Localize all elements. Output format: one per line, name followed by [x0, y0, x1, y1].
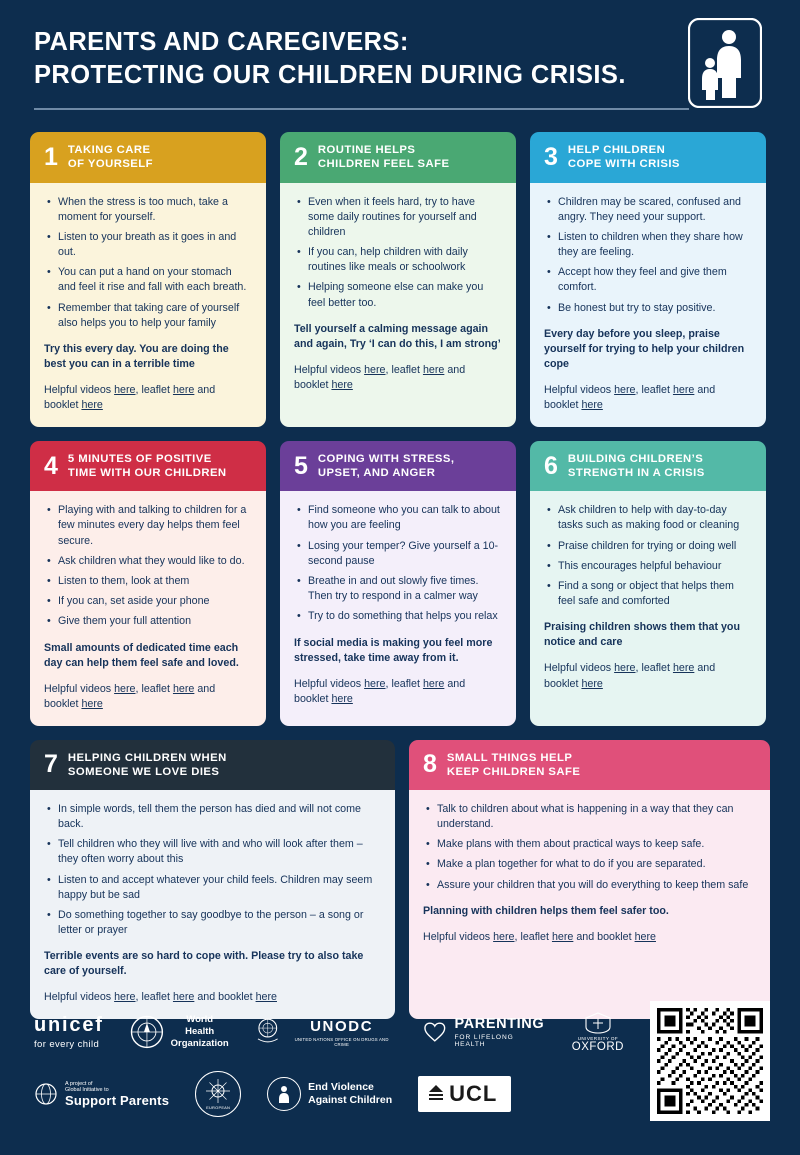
who-logo-text: World Health Organization [170, 1014, 229, 1049]
list-item: • Remember that taking care of yourself also helps you to help your family [58, 301, 252, 331]
list-item: • Find someone who you can talk to about how you are feeling [308, 503, 502, 533]
tip-card-3-bullets [544, 195, 752, 316]
list-item: • Praise children for trying or doing well [558, 539, 752, 554]
tip-card-5-header [280, 441, 516, 491]
qr-code-image [657, 1008, 763, 1114]
tip-card-5-number: 5 [294, 451, 308, 480]
tip-card-7-bullets [44, 802, 381, 939]
tip-card-4 [30, 441, 266, 726]
header-divider [34, 108, 689, 110]
leaflet-link[interactable]: here [422, 363, 445, 376]
tip-card-3 [530, 132, 766, 427]
leaflet-link[interactable]: here [422, 677, 445, 690]
eurican-logo [195, 1071, 241, 1117]
tip-card-1-header [30, 132, 266, 182]
tip-card-4-emphasis: Small amounts of dedicated time each day can help them feel safe and loved. [44, 641, 239, 669]
list-item: • Talk to children about what is happening in a way that they can understand. [437, 802, 756, 832]
list-item: • Breathe in and out slowly five times. Then try to respond in a calmer way [308, 574, 502, 604]
logo-rows [34, 1001, 624, 1125]
list-item: • Accept how they feel and give them comfort. [558, 265, 752, 295]
who-emblem-icon [130, 1015, 164, 1049]
tip-card-1-title: TAKING CARE OF YOURSELF [67, 144, 153, 171]
list-item: • Make a plan together for what to do if you are separated. [437, 857, 756, 872]
tip-card-8-body [409, 790, 770, 1019]
tip-card-7-body [30, 790, 395, 1019]
tip-card-6-body [530, 491, 766, 725]
tip-card-4-number: 4 [44, 451, 58, 480]
list-item: • Playing with and talking to children for a few minutes every day helps them feel secure. [58, 503, 252, 549]
list-item: • Tell children who they will live with and who will look after them – they often worry about this [58, 837, 381, 867]
list-item: • Try to do something that helps you relax [308, 609, 502, 624]
tip-card-7-title: HELPING CHILDREN WHEN SOMEONE WE LOVE DIES [67, 751, 227, 778]
oxford-logo: UNIVERSITY OF OXFORD [572, 1012, 624, 1053]
tip-card-1-links: Helpful videos here, leaflet here and booklet here [44, 383, 216, 412]
who-logo [130, 1014, 229, 1050]
tip-card-6-number: 6 [544, 451, 558, 480]
tip-card-2 [280, 132, 516, 427]
tip-card-3-links: Helpful videos here, leaflet here and booklet here [544, 383, 716, 412]
tip-card-7-header [30, 740, 395, 790]
qr-code[interactable] [650, 1001, 770, 1121]
tip-card-3-number: 3 [544, 142, 558, 171]
list-item: • Find a song or object that helps them feel safe and comforted [558, 579, 752, 609]
list-item: • Do something together to say goodbye to the person – a song or letter or prayer [58, 908, 381, 938]
un-emblem-icon [255, 1017, 281, 1047]
title-line-2: PROTECTING OUR CHILDREN DURING CRISIS. [34, 61, 626, 90]
tip-card-7-links: Helpful videos here, leaflet here and booklet here [44, 991, 277, 1004]
tip-card-7-emphasis: Terrible events are so hard to cope with. Please try to also take care of yourself. [44, 950, 364, 978]
videos-link[interactable]: here [114, 383, 136, 396]
tip-card-1-number: 1 [44, 142, 58, 171]
tip-card-1-bullets [44, 195, 252, 332]
list-item: • In simple words, tell them the person has died and will not come back. [58, 802, 381, 832]
heart-hands-icon [422, 1019, 448, 1045]
evac-logo-text: End Violence Against Children [308, 1081, 393, 1106]
list-item: • Listen to them, look at them [58, 574, 252, 589]
tip-card-5-title: COPING WITH STRESS, UPSET, AND ANGER [317, 453, 455, 480]
tip-card-4-bullets [44, 503, 252, 629]
list-item: • Helping someone else can make you feel better too. [308, 280, 502, 310]
globe-icon [34, 1081, 58, 1107]
list-item: • Listen to your breath as it goes in and out. [58, 230, 252, 260]
list-item: • Make plans with them about practical ways to keep safe. [437, 837, 756, 852]
footer-logos [30, 1001, 770, 1133]
evac-mark-icon [267, 1077, 301, 1111]
poster-header [0, 0, 800, 110]
tip-card-2-emphasis: Tell yourself a calming message again and again, Try ‘I can do this, I am strong’ [294, 322, 501, 350]
list-item: • If you can, help children with daily routines like meals or schoolwork [308, 245, 502, 275]
list-item: • This encourages helpful behaviour [558, 559, 752, 574]
tip-card-2-header [280, 132, 516, 182]
tip-card-3-header [530, 132, 766, 182]
list-item: • Assure your children that you will do everything to keep them safe [437, 878, 756, 893]
leaflet-link[interactable]: here [172, 383, 195, 396]
tip-card-1-emphasis: Try this every day. You are doing the best you can in a terrible time [44, 343, 229, 370]
tip-card-5-links: Helpful videos here, leaflet here and booklet here [294, 677, 466, 706]
tip-card-8-header [409, 740, 770, 790]
page-title [34, 26, 674, 92]
booklet-link[interactable]: here [634, 930, 656, 943]
global-initiative-support-parents-logo: A project of Global Initiative to Support Parents [34, 1081, 169, 1108]
oxford-crest-icon [583, 1012, 613, 1034]
booklet-link[interactable]: here [331, 693, 353, 706]
videos-link[interactable]: here [364, 677, 386, 690]
videos-link[interactable]: here [614, 662, 636, 675]
tip-card-8-number: 8 [423, 750, 437, 779]
tip-card-4-links: Helpful videos here, leaflet here and booklet here [44, 682, 216, 711]
tip-card-4-body [30, 491, 266, 725]
tip-card-7 [30, 740, 395, 1019]
tip-card-8-emphasis: Planning with children helps them feel safer too. [423, 904, 669, 917]
tip-card-8-title: SMALL THINGS HELP KEEP CHILDREN SAFE [446, 751, 581, 778]
tip-card-6-header [530, 441, 766, 491]
child-figure-icon [273, 1083, 295, 1105]
list-item: • Losing your temper? Give yourself a 10-second pause [308, 539, 502, 569]
list-item: • You can put a hand on your stomach and feel it rise and fall with each breath. [58, 265, 252, 295]
title-line-1: PARENTS AND CAREGIVERS: [34, 28, 409, 56]
videos-link[interactable]: here [493, 930, 515, 943]
leaflet-link[interactable]: here [551, 930, 574, 943]
tip-card-3-body [530, 183, 766, 428]
ucl-mark-icon [428, 1084, 444, 1104]
tip-card-5-bullets [294, 503, 502, 624]
list-item: • If you can, set aside your phone [58, 594, 252, 609]
tip-card-5-emphasis: If social media is making you feel more stressed, take time away from it. [294, 636, 493, 664]
tip-card-6-title: BUILDING CHILDREN’S STRENGTH IN A CRISIS [567, 453, 705, 480]
booklet-link[interactable]: here [581, 399, 603, 412]
leaflet-link[interactable]: here [172, 682, 195, 695]
tip-card-5 [280, 441, 516, 726]
tip-card-4-title: 5 MINUTES OF POSITIVE TIME WITH OUR CHILDREN [67, 453, 227, 480]
logo-row-1 [34, 1001, 624, 1063]
starburst-icon [205, 1078, 231, 1104]
booklet-link[interactable]: here [331, 379, 353, 392]
list-item: • Be honest but try to stay positive. [558, 301, 752, 316]
parenting-lifelong-health-logo: PARENTING FOR LIFELONG HEALTH [422, 1016, 546, 1048]
leaflet-link[interactable]: here [672, 662, 695, 675]
tip-card-3-emphasis: Every day before you sleep, praise yourself for trying to help your children cope [544, 327, 745, 370]
logo-row-2 [34, 1063, 624, 1125]
booklet-link[interactable]: here [255, 991, 277, 1004]
ucl-logo: UCL [418, 1076, 511, 1112]
list-item: • Ask children to help with day-to-day tasks such as making food or cleaning [558, 503, 752, 533]
videos-link[interactable]: here [114, 991, 136, 1004]
tip-card-4-header [30, 441, 266, 491]
family-parent-child-icon [688, 18, 762, 108]
list-item: • Children may be scared, confused and angry. They need your support. [558, 195, 752, 225]
tip-card-7-number: 7 [44, 750, 58, 779]
eurican-badge-icon: EUROPEAN [195, 1071, 241, 1117]
tip-card-2-bullets [294, 195, 502, 311]
tip-card-1-body [30, 183, 266, 428]
tip-card-5-body [280, 491, 516, 725]
tip-card-8-bullets [423, 802, 756, 893]
tip-card-1 [30, 132, 266, 427]
tip-card-2-title: ROUTINE HELPS CHILDREN FEEL SAFE [317, 144, 450, 171]
tip-card-6-bullets [544, 503, 752, 609]
booklet-link[interactable]: here [81, 399, 103, 412]
tip-card-6 [530, 441, 766, 726]
list-item: • Give them your full attention [58, 614, 252, 629]
unodc-logo: UNODC UNITED NATIONS OFFICE ON DRUGS AND CRIME [255, 1017, 396, 1047]
tip-card-3-title: HELP CHILDREN COPE WITH CRISIS [567, 144, 680, 171]
tip-card-8-links: Helpful videos here, leaflet here and booklet here [423, 930, 656, 943]
videos-link[interactable]: here [364, 363, 386, 376]
videos-link[interactable]: here [614, 383, 636, 396]
list-item: • Even when it feels hard, try to have some daily routines for yourself and children [308, 195, 502, 241]
videos-link[interactable]: here [114, 682, 136, 695]
tip-card-8 [409, 740, 770, 1019]
unicef-logo: unicef for every child [34, 1014, 104, 1050]
tip-card-2-links: Helpful videos here, leaflet here and booklet here [294, 363, 466, 392]
list-item: • Ask children what they would like to do. [58, 554, 252, 569]
list-item: • Listen to children when they share how they are feeling. [558, 230, 752, 260]
booklet-link[interactable]: here [81, 698, 103, 711]
leaflet-link[interactable]: here [672, 383, 695, 396]
tip-card-2-body [280, 183, 516, 428]
booklet-link[interactable]: here [581, 677, 603, 690]
end-violence-against-children-logo [267, 1077, 392, 1111]
list-item: • Listen to and accept whatever your child feels. Children may seem happy but be sad [58, 873, 381, 903]
tip-card-2-number: 2 [294, 142, 308, 171]
list-item: • When the stress is too much, take a moment for yourself. [58, 195, 252, 225]
tip-card-6-emphasis: Praising children shows them that you notice and care [544, 621, 740, 649]
leaflet-link[interactable]: here [172, 991, 195, 1004]
tip-card-6-links: Helpful videos here, leaflet here and booklet here [544, 662, 716, 690]
tips-grid [30, 132, 770, 1018]
